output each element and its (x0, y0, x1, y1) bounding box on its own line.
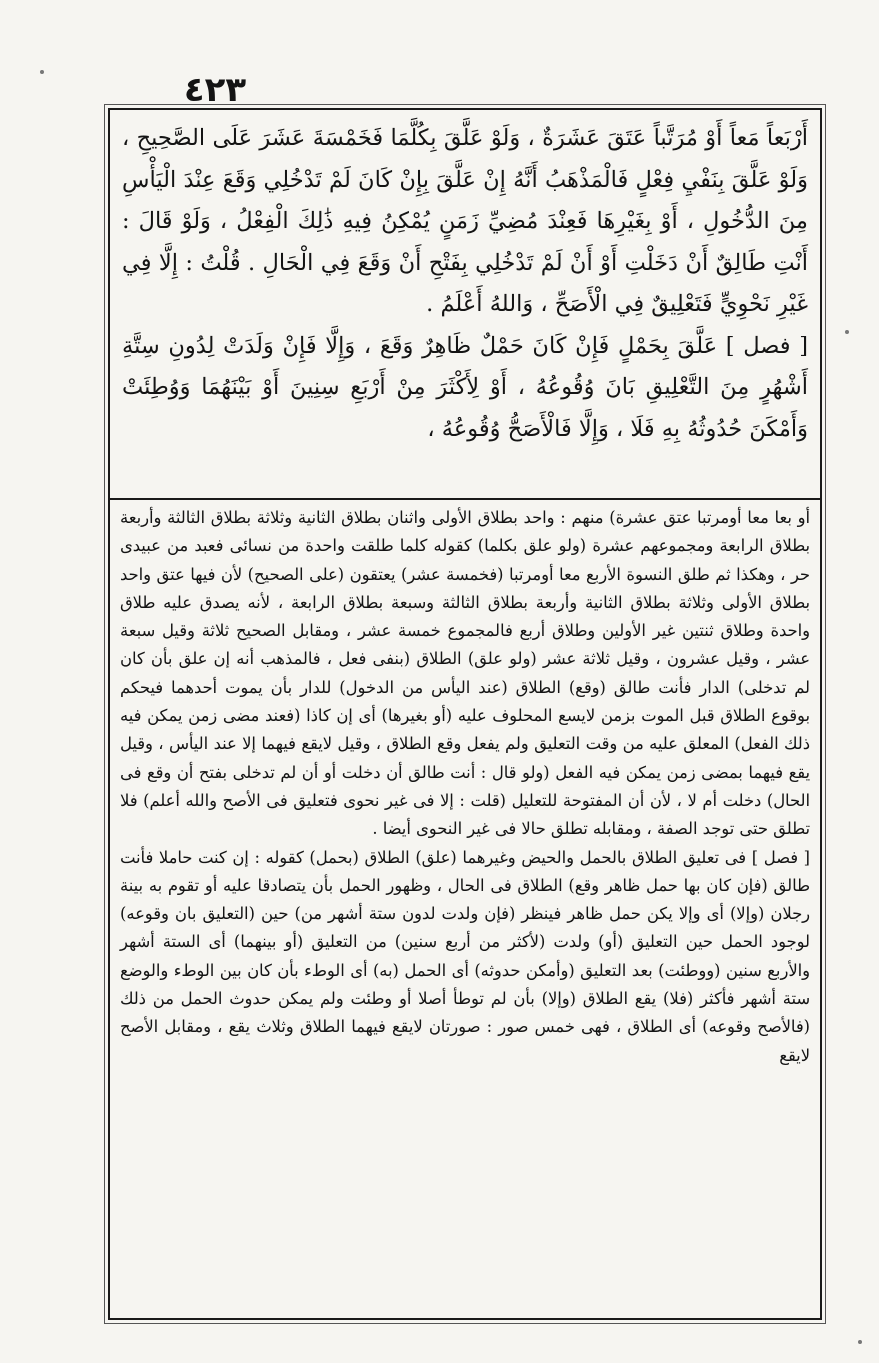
sharh-section (110, 500, 820, 1070)
page-speck (858, 1340, 862, 1344)
page-number: ٤٢٣ (183, 70, 247, 110)
matn-paragraph-2: [ فصل ] عَلَّقَ بِحَمْلٍ فَإِنْ كَانَ حَمْلٌ ظَاهِرٌ وَقَعَ ، وَإِلَّا فَإِنْ وَلَدَتْ لِدُونِ سِتَّةِ أَشْهُرٍ مِنَ التَّعْلِيقِ بَانَ وُقُوعُهُ ، أَوْ لِأَكْثَرَ مِنْ أَرْبَعِ سِنِينَ أَوْ بَيْنَهُمَا وَوُطِئَتْ وَأَمْكَنَ حُدُوثُهُ بِهِ فَلَا ، وَإِلَّا فَالْأَصَحُّ وُقُوعُهُ ، (122, 332, 808, 442)
page-speck (40, 70, 44, 74)
matn-section (110, 110, 820, 498)
matn-paragraph-1: أَرْبَعاً مَعاً أَوْ مُرَتَّباً عَتَقَ عَشَرَةٌ ، وَلَوْ عَلَّقَ بِكُلَّمَا فَخَمْسَةَ عَشَرَ عَلَى الصَّحِيحِ ، وَلَوْ عَلَّقَ بِنَفْيِ فِعْلٍ فَالْمَذْهَبُ أَنَّهُ إِنْ عَلَّقَ بِإِنْ كَانَ لَمْ تَدْخُلِي وَقَعَ عِنْدَ الْيَأْسِ مِنَ الدُّخُولِ ، أَوْ بِغَيْرِهَا فَعِنْدَ مُضِيِّ زَمَنٍ يُمْكِنُ فِيهِ ذَٰلِكَ الْفِعْلُ ، وَلَوْ قَالَ : أَنْتِ طَالِقٌ أَنْ دَخَلْتِ أَوْ أَنْ لَمْ تَدْخُلِي بِفَتْحِ أَنْ وَقَعَ فِي الْحَالِ . قُلْتُ : إِلَّا فِي غَيْرِ نَحْوِيٍّ فَتَعْلِيقٌ فِي الْأَصَحِّ ، وَاللهُ أَعْلَمُ . (122, 125, 808, 317)
sharh-paragraph-1: أو بعا معا أومرتبا عتق عشرة) منهم : واحد بطلاق الأولى واثنان بطلاق الثانية وثلاثة بطلاق الثالثة وأربعة بطلاق الرابعة ومجموعهم عشرة (ولو علق بكلما) كقوله كلما طلقت واحدة من نسائى فعبد من عبيدى حر ، وهكذا ثم طلق النسوة الأربع معا أومرتبا (فخمسة عشر) يعتقون (على الصحيح) لأن فيها عتق واحد بطلاق الأولى وثلاثة بطلاق الثانية وأربعة بطلاق الثالثة وسبعة بطلاق الرابعة ، لأنه يصدق عليه طلاق واحدة وطلاق ثنتين غير الأولين وطلاق أربع فالمجموع خمسة عشر ، ومقابل الصحيح ثلاثة وقيل سبعة عشر ، وقيل عشرون ، وقيل ثلاثة عشر (ولو علق) الطلاق (بنفى فعل ، فالمذهب أنه إن علق بأن كان لم تدخلى) الدار فأنت طالق (وقع) الطلاق (عند اليأس من الدخول) للدار بأن يموت أحدهما فيحكم بوقوع الطلاق قبل الموت بزمن لايسع المحلوف عليه (أو بغيرها) أى إن كاذا (فعند مضى زمن يمكن فيه ذلك الفعل) المعلق عليه من وقت التعليق ولم يفعل وقع الطلاق ، وقيل لايقع فيهما إلا عند اليأس ، وقيل يقع فيهما بمضى زمن يمكن فيه الفعل (ولو قال : أنت طالق أن دخلت أو أن لم تدخلى بفتح أن وقع فى الحال) دخلت أم لا ، لأن أن المفتوحة للتعليل (قلت : إلا فى غير نحوى فتعليق فى الأصح والله أعلم) فلا تطلق حتى توجد الصفة ، ومقابله تطلق حالا فى غير النحوى أيضا . (120, 508, 810, 839)
page-speck (845, 330, 849, 334)
sharh-paragraph-2: [ فصل ] فى تعليق الطلاق بالحمل والحيض وغيرهما (علق) الطلاق (بحمل) كقوله : إن كنت حاملا فأنت طالق (فإن كان بها حمل ظاهر وقع) الطلاق فى الحال ، وظهور الحمل بأن يتصادقا عليه أو تقوم به بينة رجلان (وإلا) أى وإلا يكن حمل ظاهر فينظر (فإن ولدت لدون ستة أشهر من) حين (التعليق بان وقوعه) لوجود الحمل حين التعليق (أو) ولدت (لأكثر من أربع سنين) من التعليق (أو بينهما) أى الستة أشهر والأربع سنين (ووطئت) بعد التعليق (وأمكن حدوثه) أى الحمل (به) أى الوطء بأن كان بين الوطء والوضع ستة أشهر فأكثر (فلا) يقع الطلاق (وإلا) بأن لم توطأ أصلا أو وطئت ولم يمكن حدوث الحمل من ذلك (فالأصح وقوعه) أى الطلاق ، فهى خمس صور : صورتان لايقع فيهما الطلاق وثلاث يقع ، ومقابل الأصح لايقع (120, 847, 810, 1065)
text-frame (108, 108, 822, 1320)
